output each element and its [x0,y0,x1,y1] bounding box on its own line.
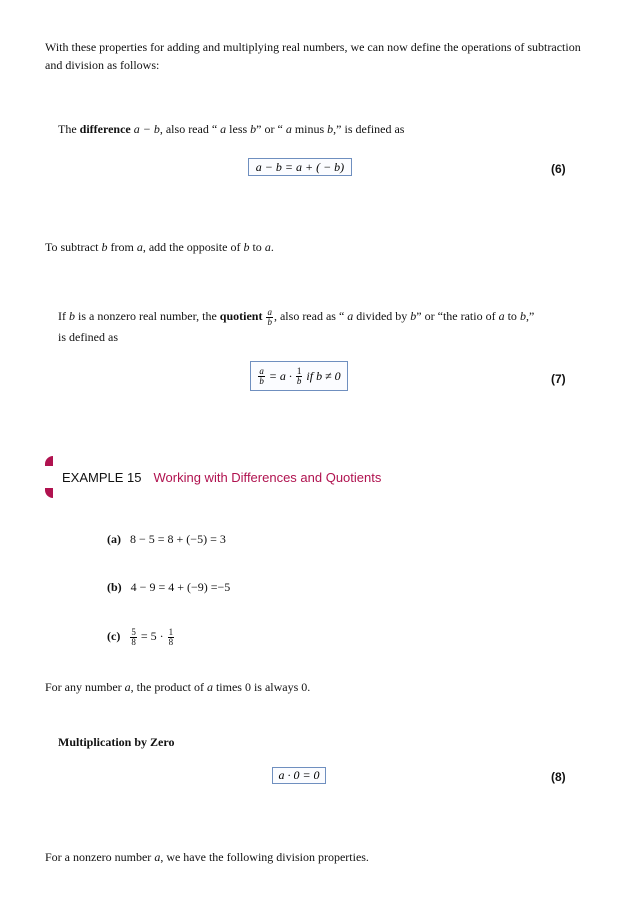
quotient-fraction [266,308,273,327]
subtract-var-a2: a [264,240,271,254]
eq7-frac2-den: b [296,375,302,386]
quotient-to: to [504,309,520,323]
eq7-frac-den: b [259,375,264,386]
division-intro-pre: For a nonzero number [45,850,155,864]
subtract-to: to [249,240,265,254]
difference-definition [58,120,598,138]
quotient-var-b2: b [410,309,417,323]
subtract-pre: To subtract [45,240,102,254]
zero-rule-pre: For any number [45,680,125,694]
subtract-from: from [107,240,137,254]
quotient-var-a2: a [498,309,505,323]
equation-6-formula: a − b = a + ( − b) [255,159,345,174]
mult-zero-title: Multiplication by Zero [58,735,175,749]
eq7-frac-num: a [259,365,264,376]
item-b-text: 4 − 9 = 4 + (−9) =−5 [130,580,231,594]
difference-var-a2: a [285,122,292,136]
multiplication-by-zero-heading [58,735,174,750]
eq7-frac2-num: 1 [296,365,302,376]
zero-rule-end: times 0 is always 0. [212,680,311,694]
item-c-f2-num: 1 [168,626,174,637]
zero-rule-var-a: a [124,680,131,694]
eq7-fraction-1 [258,367,265,386]
subtract-var-b2: b [243,240,250,254]
subtract-mid: , add the opposite of [142,240,244,254]
quotient-term: quotient [219,309,263,323]
item-c-f1-num: 5 [131,626,136,637]
quotient-frac-num: a [267,306,272,317]
equation-7-box [250,361,348,391]
quotient-var-b: b [69,309,75,323]
eq7-fraction-2 [296,367,303,386]
difference-less: less [226,122,251,136]
division-intro [45,848,369,866]
quotient-end: ,” [525,309,535,323]
quotient-pre: If [58,309,69,323]
item-a-text: 8 − 5 = 8 + (−5) = 3 [130,532,226,546]
subtract-var-b: b [101,240,108,254]
quotient-divided: divided by [353,309,411,323]
difference-def-pre: The [58,122,80,136]
equation-8-formula: a · 0 = 0 [278,768,320,782]
difference-term: difference [79,122,131,136]
item-c-label: (c) [107,629,121,643]
difference-var-b: b [250,122,257,136]
difference-expr: a − b [130,122,160,136]
difference-def-mid: , also read “ [159,122,221,136]
division-intro-post: , we have the following division properties. [160,850,369,864]
quotient-var-b3: b [519,309,526,323]
zero-rule [45,678,310,696]
division-intro-var-a: a [154,850,161,864]
equation-8-box [272,767,326,784]
equation-6-number: (6) [551,162,566,176]
subtract-rule [45,238,274,256]
quotient-var-a: a [347,309,354,323]
difference-var-a: a [220,122,227,136]
item-c-fraction-2 [168,628,175,647]
subtract-end: . [270,240,274,254]
subtract-var-a: a [136,240,143,254]
quotient-mid1: is a nonzero real number, the [75,309,220,323]
quotient-line2: is defined as [58,329,118,344]
item-c-f2-den: 8 [168,636,174,647]
difference-or: ” or “ [256,122,286,136]
example-header [62,470,381,485]
difference-minus: minus [291,122,328,136]
zero-rule-post: , the product of [130,680,207,694]
eq7-mid: = a · [265,368,295,383]
equation-7-number: (7) [551,372,566,386]
example-marker-top [45,456,53,466]
eq7-condition: if b ≠ 0 [303,368,341,383]
difference-var-b2: b [327,122,334,136]
example-marker-bottom [45,488,53,498]
item-c-f1-den: 8 [131,636,136,647]
quotient-mid2: , also read as “ [273,309,348,323]
equation-6-box [248,158,352,176]
example-title: Working with Differences and Quotients [153,470,382,485]
quotient-definition [58,306,588,347]
example-item-a [107,532,226,547]
intro-text: With these properties for adding and multiplying real numbers, we can now define the operations of subtraction and division as follows: [45,40,581,72]
example-item-c [107,624,175,648]
item-a-label: (a) [107,532,121,546]
quotient-frac-den: b [267,316,272,327]
example-label: EXAMPLE 15 [62,470,142,485]
intro-paragraph [45,38,585,74]
zero-rule-var-a2: a [206,680,213,694]
example-item-b [107,580,230,595]
item-c-mid: = 5 · [137,629,167,643]
quotient-or: ” or “the ratio of [416,309,499,323]
item-b-label: (b) [107,580,122,594]
difference-def-post: ,” is defined as [333,122,405,136]
item-c-fraction-1 [130,628,137,647]
equation-8-number: (8) [551,770,566,784]
